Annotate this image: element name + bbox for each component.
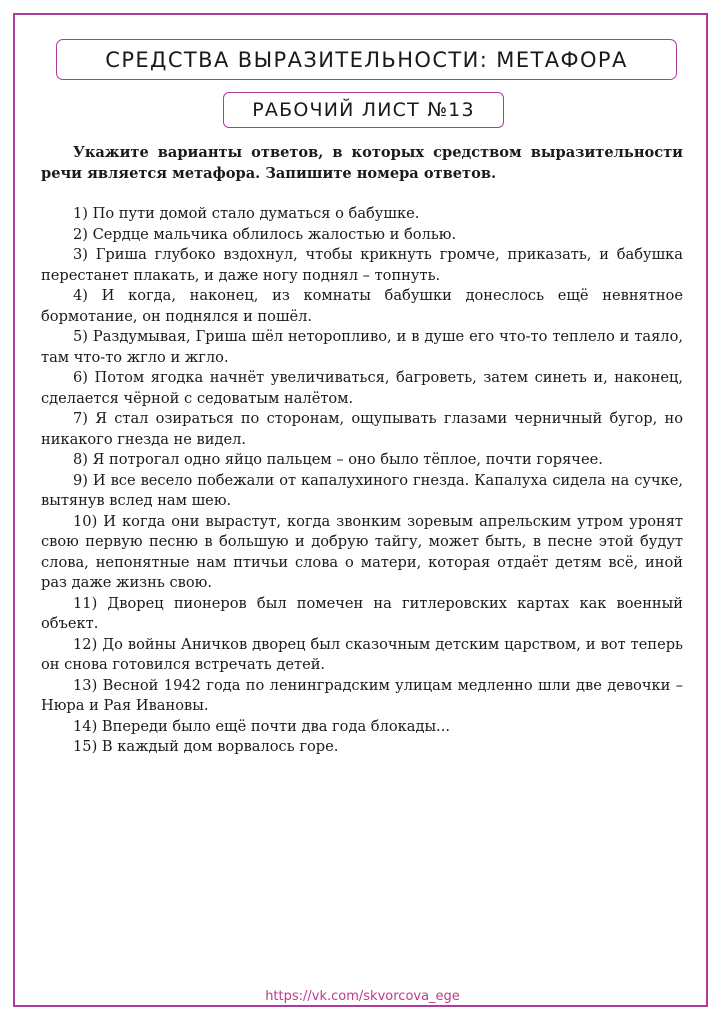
answer-option-2: 2) Сердце мальчика облилось жалостью и болью. (73, 225, 457, 243)
answer-option-9: 9) И все весело побежали от капалухиного гнезда. Капалуха сидела на сучке, вытянув вслед нам шею. (41, 471, 683, 509)
answer-option-15: 15) В каждый дом ворвалось горе. (73, 738, 339, 755)
answer-option-3: 3) Гриша глубоко вздохнул, чтобы крикнуть громче, приказать, и бабушка перестанет плакать, и даже ногу поднял – топнуть. (41, 246, 683, 284)
answer-option-7: 7) Я стал озираться по сторонам, ощупывать глазами черничный бугор, но никакого гнезда не видел. (41, 410, 683, 448)
footer-link[interactable]: https://vk.com/skvorcova_ege (265, 989, 460, 1004)
answer-option-11: 11) Дворец пионеров был помечен на гитлеровских картах как военный объект. (41, 594, 683, 632)
answer-option-1: 1) По пути домой стало думаться о бабушке. (73, 205, 420, 222)
answer-option-10: 10) И когда они вырастут, когда звонким зоревым апрельским утром уронят свою первую песню в большую и добрую тайгу, может быть, в песне этой будут слова, непонятные нам птичьи слова о матери, которая отдаёт детям всё, иной раз даже жизнь свою. (41, 512, 683, 591)
answer-option-5: 5) Раздумывая, Гриша шёл неторопливо, и в душе его что-то теплело и таяло, там что-то жгло и жгло. (41, 328, 683, 366)
worksheet-title-text: СРЕДСТВА ВЫРАЗИТЕЛЬНОСТИ: МЕТАФОРА (105, 47, 628, 72)
answer-option-12: 12) До войны Аничков дворец был сказочным детским царством, и вот теперь он снова готовился встречать детей. (41, 635, 683, 673)
answer-option-13: 13) Весной 1942 года по ленинградским улицам медленно шли две девочки – Нюра и Рая Ивановы. (41, 676, 683, 714)
answer-option-14: 14) Впереди было ещё почти два года блокады... (73, 717, 450, 735)
worksheet-number (223, 92, 504, 128)
worksheet-content (41, 143, 683, 758)
answer-option-8: 8) Я потрогал одно яйцо пальцем – оно было тёплое, почти горячее. (73, 451, 603, 468)
task-instruction: Укажите варианты ответов, в которых средством выразительности речи является метафора. Запишите номера ответов. (41, 144, 683, 182)
answer-option-4: 4) И когда, наконец, из комнаты бабушки донеслось ещё невнятное бормотание, он поднялся и пошёл. (41, 287, 683, 325)
worksheet-title (56, 39, 677, 80)
worksheet-number-text: РАБОЧИЙ ЛИСТ №13 (252, 99, 475, 121)
answer-option-6: 6) Потом ягодка начнёт увеличиваться, багроветь, затем синеть и, наконец, сделается чёрной с седоватым налётом. (41, 369, 683, 407)
